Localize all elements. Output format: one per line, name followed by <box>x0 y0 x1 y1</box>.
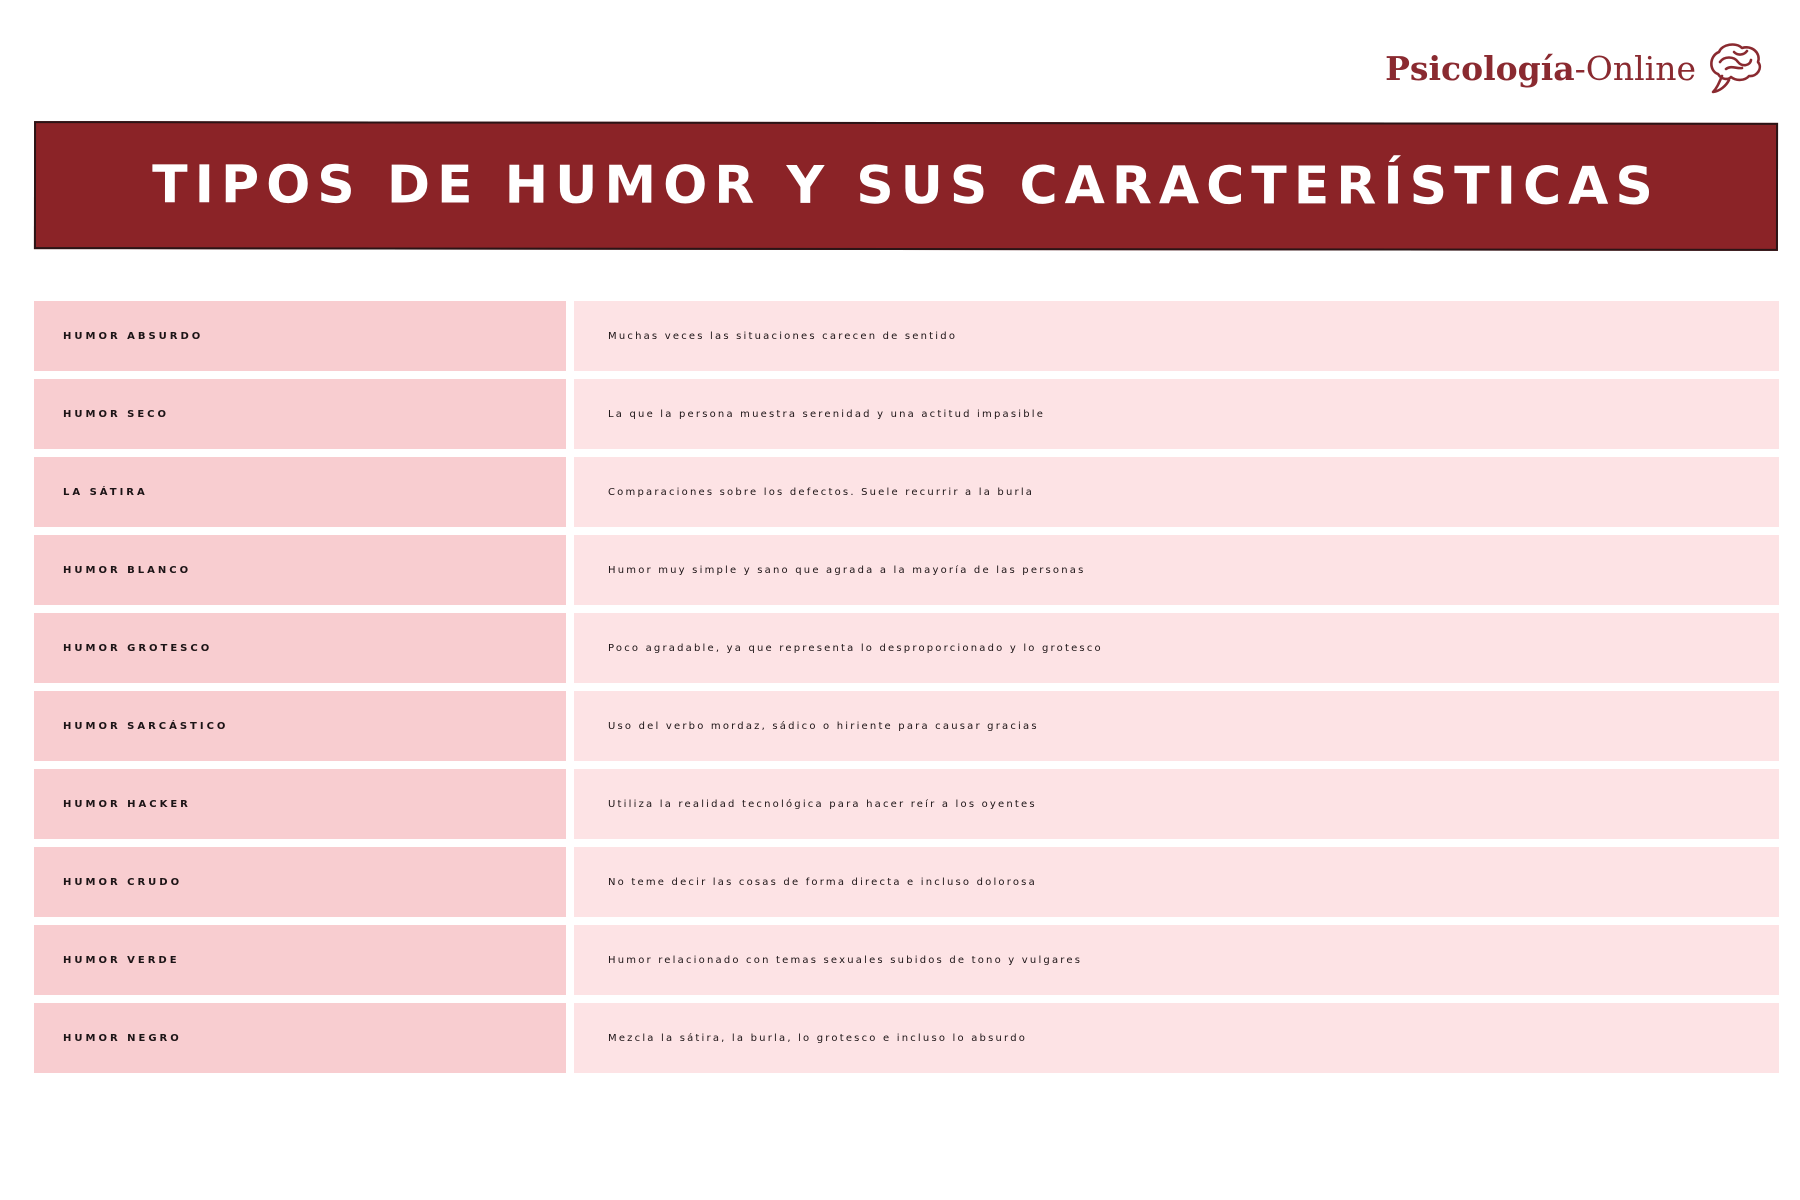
humor-description-cell: No teme decir las cosas de forma directa e incluso dolorosa <box>574 847 1779 917</box>
brain-icon <box>1704 40 1764 96</box>
humor-description-cell: Humor relacionado con temas sexuales subidos de tono y vulgares <box>574 925 1779 995</box>
humor-type-cell: HUMOR NEGRO <box>34 1003 566 1073</box>
table-row <box>34 1003 1779 1073</box>
table-row <box>34 847 1779 917</box>
humor-type-cell: HUMOR SARCÁSTICO <box>34 691 566 761</box>
humor-description-cell: Humor muy simple y sano que agrada a la mayoría de las personas <box>574 535 1779 605</box>
humor-description-cell: Comparaciones sobre los defectos. Suele recurrir a la burla <box>574 457 1779 527</box>
humor-description-cell: Mezcla la sátira, la burla, lo grotesco e incluso lo absurdo <box>574 1003 1779 1073</box>
table-row <box>34 691 1779 761</box>
humor-type-cell: HUMOR BLANCO <box>34 535 566 605</box>
table-row <box>34 769 1779 839</box>
brand-name-bold: Psicología <box>1385 48 1575 88</box>
table-row <box>34 379 1779 449</box>
humor-description-cell: Poco agradable, ya que representa lo desproporcionado y lo grotesco <box>574 613 1779 683</box>
table-row <box>34 457 1779 527</box>
humor-description-cell: Muchas veces las situaciones carecen de sentido <box>574 301 1779 371</box>
humor-type-cell: HUMOR CRUDO <box>34 847 566 917</box>
humor-type-cell: HUMOR SECO <box>34 379 566 449</box>
humor-type-cell: HUMOR HACKER <box>34 769 566 839</box>
humor-description-cell: Utiliza la realidad tecnológica para hacer reír a los oyentes <box>574 769 1779 839</box>
humor-type-cell: LA SÁTIRA <box>34 457 566 527</box>
humor-types-table <box>34 301 1779 1081</box>
page-title: TIPOS DE HUMOR Y SUS CARACTERÍSTICAS <box>152 155 1660 217</box>
humor-type-cell: HUMOR ABSURDO <box>34 301 566 371</box>
humor-type-cell: HUMOR VERDE <box>34 925 566 995</box>
brand-name <box>1385 49 1696 88</box>
table-row <box>34 301 1779 371</box>
table-row <box>34 925 1779 995</box>
humor-description-cell: La que la persona muestra serenidad y una actitud impasible <box>574 379 1779 449</box>
humor-type-cell: HUMOR GROTESCO <box>34 613 566 683</box>
brand-name-rest: -Online <box>1574 48 1696 88</box>
table-row <box>34 535 1779 605</box>
table-row <box>34 613 1779 683</box>
brand-logo <box>1385 36 1764 100</box>
humor-description-cell: Uso del verbo mordaz, sádico o hiriente para causar gracias <box>574 691 1779 761</box>
title-banner <box>34 121 1778 251</box>
